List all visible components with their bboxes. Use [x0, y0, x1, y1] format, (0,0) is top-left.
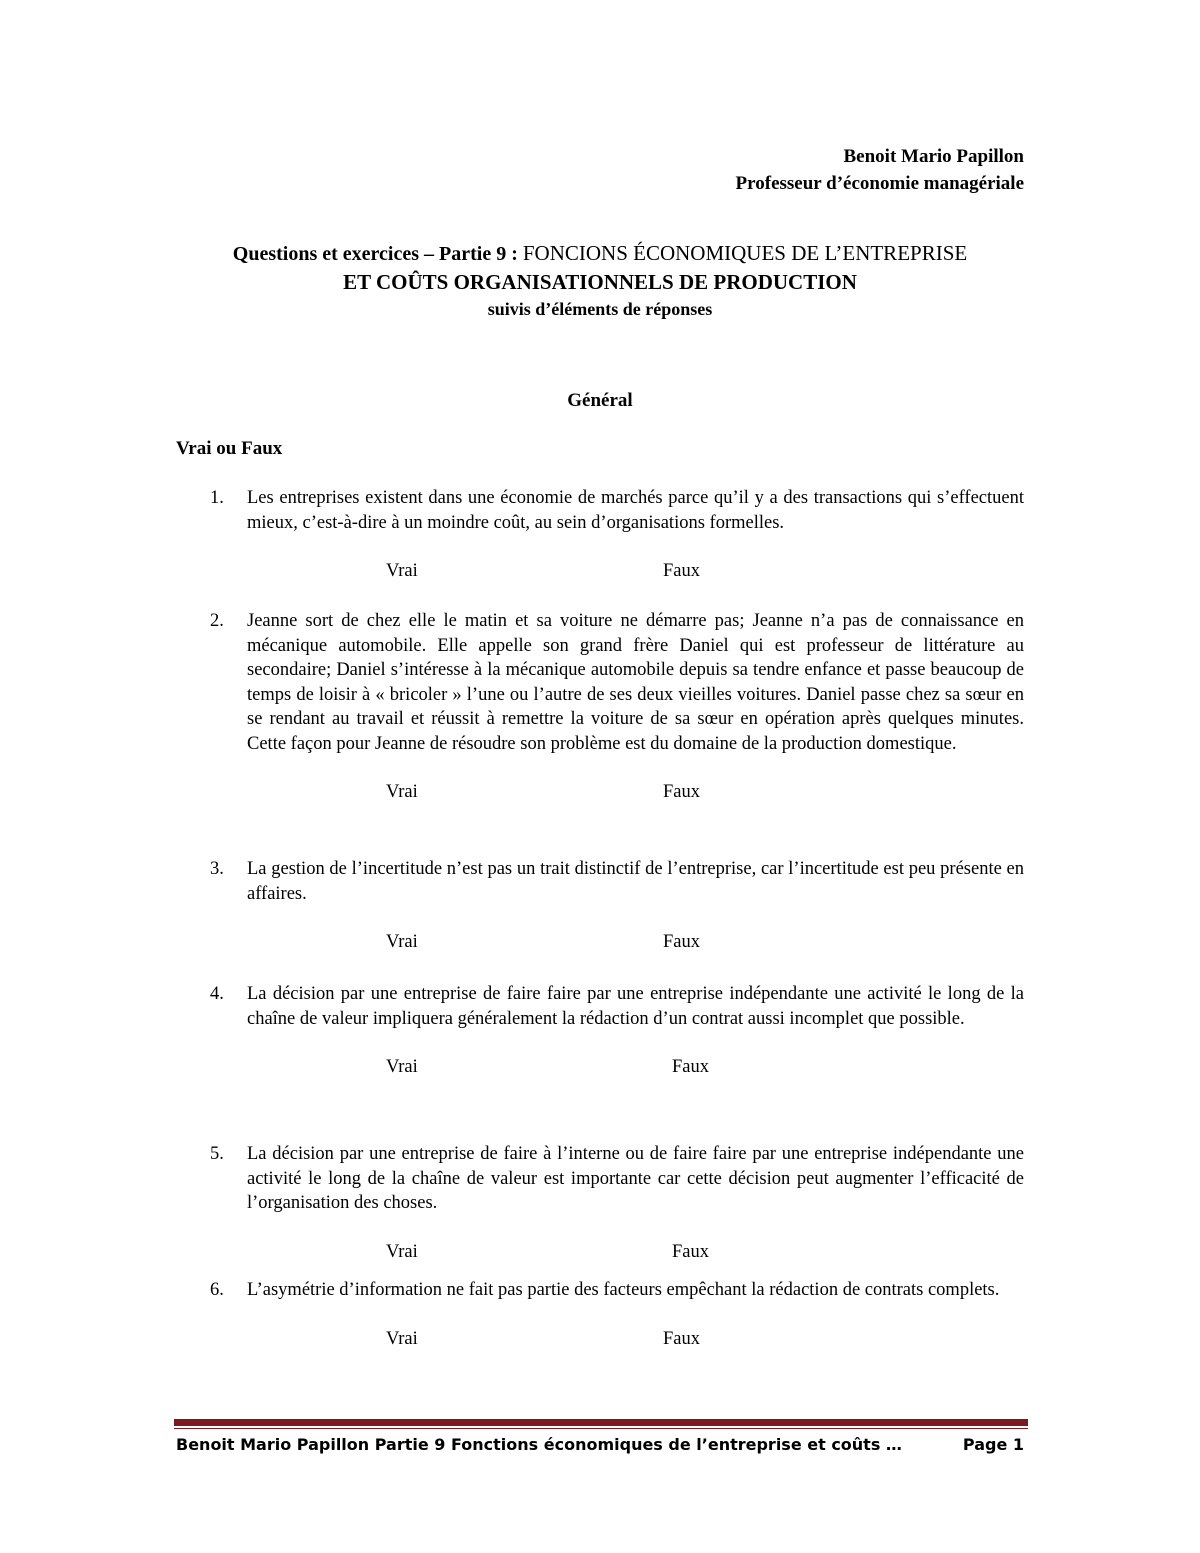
answer-options: [176, 1327, 1024, 1351]
answer-options: [176, 780, 1024, 804]
section-title: Général: [567, 390, 633, 411]
document-title: [176, 238, 1024, 323]
question-item: [176, 486, 1024, 583]
answer-options: [176, 1055, 1024, 1079]
option-false: Faux: [663, 1328, 700, 1349]
option-true: Vrai: [386, 782, 418, 802]
page-number: Page 1: [962, 1435, 1024, 1454]
question-number: 2.: [210, 611, 224, 631]
option-true: Vrai: [386, 1241, 418, 1262]
title-line-1: [176, 238, 1024, 269]
title-main-line-1: FONCIONS ÉCONOMIQUES DE L’ENTREPRISE: [522, 241, 968, 265]
footer-rule: [174, 1419, 1028, 1426]
option-true: Vrai: [386, 1328, 418, 1349]
answer-options: [176, 1240, 1024, 1264]
question-text: La gestion de l’incertitude n’est pas un trait distinctif de l’entreprise, car l’incertitude est peu présente en affaires.: [247, 859, 1024, 904]
option-true: Vrai: [386, 561, 418, 581]
question-item: [176, 1142, 1024, 1264]
question-item: [176, 609, 1024, 804]
title-subtitle: suivis d’éléments de réponses: [487, 299, 713, 319]
question-text: La décision par une entreprise de faire faire par une entreprise indépendante une activité le long de la chaîne de valeur impliquera généralement la rédaction d’un contrat aussi incomplet que possible.: [247, 984, 1024, 1029]
question-item: [176, 1278, 1024, 1351]
option-false: Faux: [672, 1057, 709, 1077]
author-role: Professeur d’économie managériale: [735, 173, 1024, 194]
question-item: [176, 857, 1024, 954]
footer-rule-thin: [174, 1428, 1028, 1429]
question-number: 6.: [210, 1280, 224, 1300]
question-text: La décision par une entreprise de faire à l’interne ou de faire faire par une entreprise indépendante une activité le long de la chaîne de valeur est importante car cette décision peut augmenter l’efficacité de l’organisation des choses.: [247, 1144, 1024, 1213]
footer-text: Benoit Mario Papillon Partie 9 Fonctions économiques de l’entreprise et coûts …: [176, 1435, 902, 1454]
option-false: Faux: [663, 561, 700, 581]
question-number: 4.: [210, 984, 224, 1004]
title-main-line-2: ET COÛTS ORGANISATIONNELS DE PRODUCTION: [343, 270, 857, 294]
question-number: 3.: [210, 859, 224, 879]
option-false: Faux: [663, 932, 700, 952]
question-number: 1.: [210, 488, 224, 508]
question-text: Jeanne sort de chez elle le matin et sa voiture ne démarre pas; Jeanne n’a pas de connaissance en mécanique automobile. Elle appelle son grand frère Daniel qui est professeur de littérature au secondaire; Daniel s’intéresse à la mécanique automobile depuis sa tendre enfance et passe beaucoup de temps de loisir à « bricoler » l’une ou l’autre de ses deux vieilles voitures. Daniel passe chez sa sœur en se rendant au travail et réussit à remettre la voiture de sa sœur en opération après quelques minutes. Cette façon pour Jeanne de résoudre son problème est du domaine de la production domestique.: [247, 611, 1024, 754]
author-name: Benoit Mario Papillon: [843, 146, 1024, 167]
answer-options: [176, 930, 1024, 954]
option-false: Faux: [672, 1241, 709, 1262]
option-false: Faux: [663, 782, 700, 802]
subsection-title: Vrai ou Faux: [176, 438, 283, 459]
question-text: Les entreprises existent dans une économie de marchés parce qu’il y a des transactions qui s’effectuent mieux, c’est-à-dire à un moindre coût, au sein d’organisations formelles.: [247, 488, 1024, 533]
title-prefix: Questions et exercices – Partie 9 :: [232, 243, 523, 265]
question-number: 5.: [210, 1144, 224, 1164]
author-header: [736, 143, 1024, 197]
option-true: Vrai: [386, 932, 418, 952]
question-text: L’asymétrie d’information ne fait pas partie des facteurs empêchant la rédaction de contrats complets.: [247, 1280, 1000, 1300]
option-true: Vrai: [386, 1057, 418, 1077]
answer-options: [176, 559, 1024, 583]
question-item: [176, 982, 1024, 1079]
